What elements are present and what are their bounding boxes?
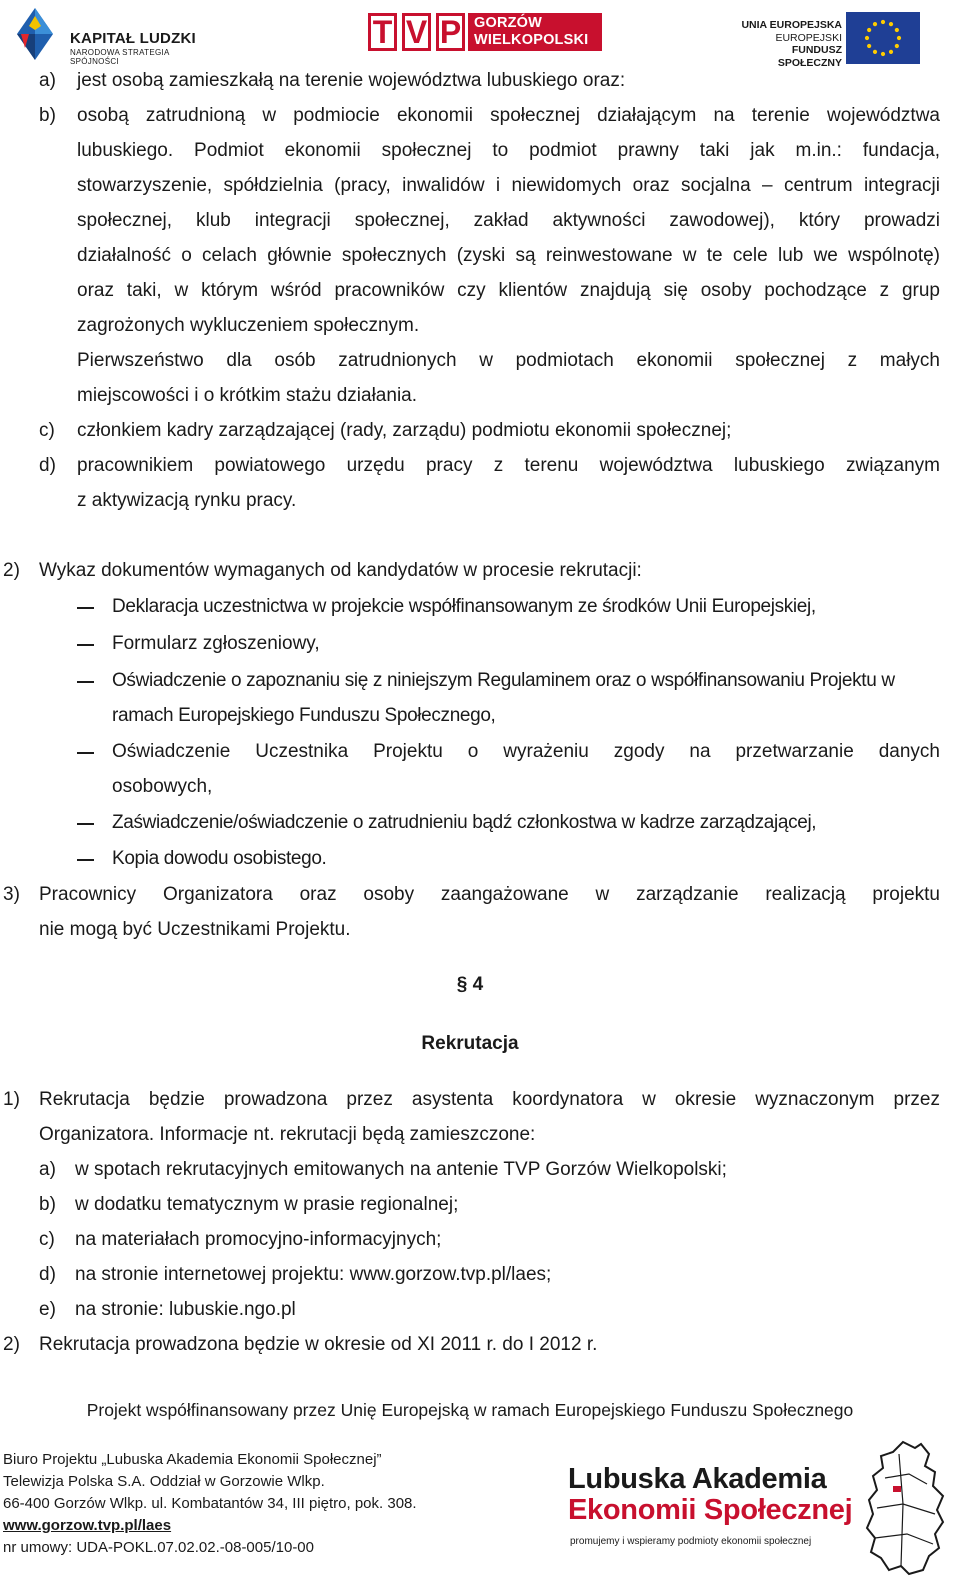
list-dash (77, 752, 94, 754)
tvp-letter-t: T (368, 13, 397, 51)
item-label-2: 2) (3, 1334, 20, 1355)
eu-flag-icon (846, 12, 920, 64)
text-line: oraz taki, w którym wśród pracowników czy klientów znajdują się osoby pochodzące z grup (77, 280, 940, 301)
item-label-c: c) (39, 1229, 55, 1250)
logo-line2: Ekonomii Społecznej (568, 1494, 853, 1526)
tvp-city-line1: GORZÓW (474, 15, 543, 31)
page-header (0, 0, 960, 70)
text-line: na materiałach promocyjno-informacyjnych; (75, 1229, 442, 1250)
text-line: pracownikiem powiatowego urzędu pracy z terenu województwa lubuskiego związanym (77, 455, 940, 476)
eu-logo-line3: FUNDUSZ SPOŁECZNY (777, 44, 842, 69)
eu-logo-line1: UNIA EUROPEJSKA (741, 19, 842, 31)
item-label-2: 2) (3, 560, 20, 581)
footer-project-note: Projekt współfinansowany przez Unię Europejską w ramach Europejskiego Funduszu Społecznego (86, 1400, 854, 1420)
tvp-letter-p: P (436, 13, 465, 51)
item-label-c: c) (39, 420, 55, 441)
eu-star-icon (895, 28, 899, 32)
text-line: w spotach rekrutacyjnych emitowanych na antenie TVP Gorzów Wielkopolski; (75, 1159, 727, 1180)
document-list-item: ramach Europejskiego Funduszu Społecznego, (112, 705, 496, 726)
text-line: Pracownicy Organizatora oraz osoby zaangażowane w zarządzanie realizacją projektu (39, 884, 940, 905)
eu-star-icon (881, 20, 885, 24)
list-dash (77, 607, 94, 609)
eu-star-icon (873, 50, 877, 54)
footer-office: Biuro Projektu „Lubuska Akademia Ekonomii Społecznej” (3, 1451, 382, 1468)
text-line: na stronie internetowej projektu: www.gorzow.tvp.pl/laes; (75, 1264, 552, 1285)
eu-star-icon (865, 36, 869, 40)
kapital-ludzki-subtitle: NARODOWA STRATEGIA SPÓJNOŚCI (70, 48, 170, 66)
document-list-item: Oświadczenie o zapoznaniu się z niniejszym Regulaminem oraz o współfinansowaniu Projektu w (112, 670, 895, 691)
text-line: osobą zatrudnioną w podmiocie ekonomii społecznej działającym na terenie województwa (77, 105, 940, 126)
logo-tagline: promujemy i wspieramy podmioty ekonomii społecznej (570, 1536, 812, 1547)
text-line: w dodatku tematycznym w prasie regionalnej; (75, 1194, 459, 1215)
eu-star-icon (873, 22, 877, 26)
text-line: członkiem kadry zarządzającej (rady, zarządu) podmiotu ekonomii społecznej; (77, 420, 732, 441)
lubuska-akademia-logo (565, 1438, 947, 1578)
item-label-b: b) (39, 105, 56, 126)
document-list-item: Oświadczenie Uczestnika Projektu o wyrażeniu zgody na przetwarzanie danych (112, 741, 940, 762)
text-line: miejscowości i o krótkim stażu działania. (77, 385, 418, 406)
item-label-3: 3) (3, 884, 20, 905)
kapital-ludzki-title: KAPITAŁ LUDZKI (70, 30, 196, 47)
kapital-ludzki-emblem-icon (15, 4, 55, 64)
footer-address: 66-400 Gorzów Wlkp. ul. Kombatantów 34, III piętro, pok. 308. (3, 1495, 417, 1512)
eu-star-icon (895, 44, 899, 48)
list-dash (77, 859, 94, 861)
eu-star-icon (897, 36, 901, 40)
text-line: jest osobą zamieszkałą na terenie województwa lubuskiego oraz: (77, 70, 626, 91)
text-line: zagrożonych wykluczeniem społecznym. (77, 315, 420, 336)
document-list-item: Formularz zgłoszeniowy, (112, 633, 320, 654)
list-dash (77, 823, 94, 825)
text-line: działalność o celach głównie społecznych (zyski są reinwestowane w te cele lub we wspólnotę) (77, 245, 940, 266)
text-line: lubuskiego. Podmiot ekonomii społecznej to podmiot prawny taki jak m.in.: fundacja, (77, 140, 940, 161)
item-label-a: a) (39, 70, 56, 91)
document-list-item: Deklaracja uczestnictwa w projekcie współfinansowanym ze środków Unii Europejskiej, (112, 596, 816, 617)
text-line: na stronie: lubuskie.ngo.pl (75, 1299, 296, 1320)
eu-logo-line2: EUROPEJSKI (775, 31, 842, 44)
item-label-e: e) (39, 1299, 56, 1320)
eu-star-icon (881, 52, 885, 56)
eu-efs-logo (728, 12, 920, 69)
document-list-item: osobowych, (112, 776, 213, 797)
item-label-1: 1) (3, 1089, 20, 1110)
footer-website-link[interactable]: www.gorzow.tvp.pl/laes (3, 1517, 172, 1534)
text-line: Pierwszeństwo dla osób zatrudnionych w podmiotach ekonomii społecznej z małych (77, 350, 940, 371)
section-title: Rekrutacja (421, 1033, 519, 1054)
eu-star-icon (889, 50, 893, 54)
eu-star-icon (867, 44, 871, 48)
tvp-letter-v: V (402, 13, 431, 51)
eu-logo-text (732, 19, 842, 69)
text-line: stowarzyszenie, spółdzielnia (pracy, inwalidów i niewidomych oraz socjalna – centrum integracji (77, 175, 940, 196)
document-list-item: Zaświadczenie/oświadczenie o zatrudnieniu bądź członkostwa w kadrze zarządzającej, (112, 812, 817, 833)
item-label-d: d) (39, 455, 56, 476)
eu-star-icon (889, 22, 893, 26)
text-line: Wykaz dokumentów wymaganych od kandydatów w procesie rekrutacji: (39, 560, 642, 581)
text-line: nie mogą być Uczestnikami Projektu. (39, 919, 351, 940)
footer-station: Telewizja Polska S.A. Oddział w Gorzowie Wlkp. (3, 1473, 325, 1490)
tvp-city-line2: WIELKOPOLSKI (474, 32, 589, 48)
list-dash (77, 644, 94, 646)
item-label-b: b) (39, 1194, 56, 1215)
logo-line1: Lubuska Akademia (568, 1463, 827, 1495)
eu-star-icon (867, 28, 871, 32)
text-line: z aktywizacją rynku pracy. (77, 490, 297, 511)
item-label-d: d) (39, 1264, 56, 1285)
kapital-ludzki-logo (15, 4, 215, 64)
footer-agreement-number: nr umowy: UDA-POKL.07.02.02.-08-005/10-00 (3, 1539, 314, 1556)
text-line: Rekrutacja prowadzona będzie w okresie od XI 2011 r. do I 2012 r. (39, 1334, 598, 1355)
section-number: § 4 (456, 974, 484, 995)
text-line: Rekrutacja będzie prowadzona przez asystenta koordynatora w okresie wyznaczonym przez (39, 1089, 940, 1110)
list-dash (77, 681, 94, 683)
document-list-item: Kopia dowodu osobistego. (112, 848, 327, 869)
tvp-gorzow-logo (368, 13, 602, 51)
text-line: Organizatora. Informacje nt. rekrutacji będą zamieszczone: (39, 1124, 536, 1145)
text-line: społecznej, klub integracji społecznej, zakład aktywności zawodowej), który prowadzi (77, 210, 940, 231)
item-label-a: a) (39, 1159, 56, 1180)
lubuskie-map-icon (863, 1438, 947, 1578)
tvp-city-label (468, 13, 602, 51)
